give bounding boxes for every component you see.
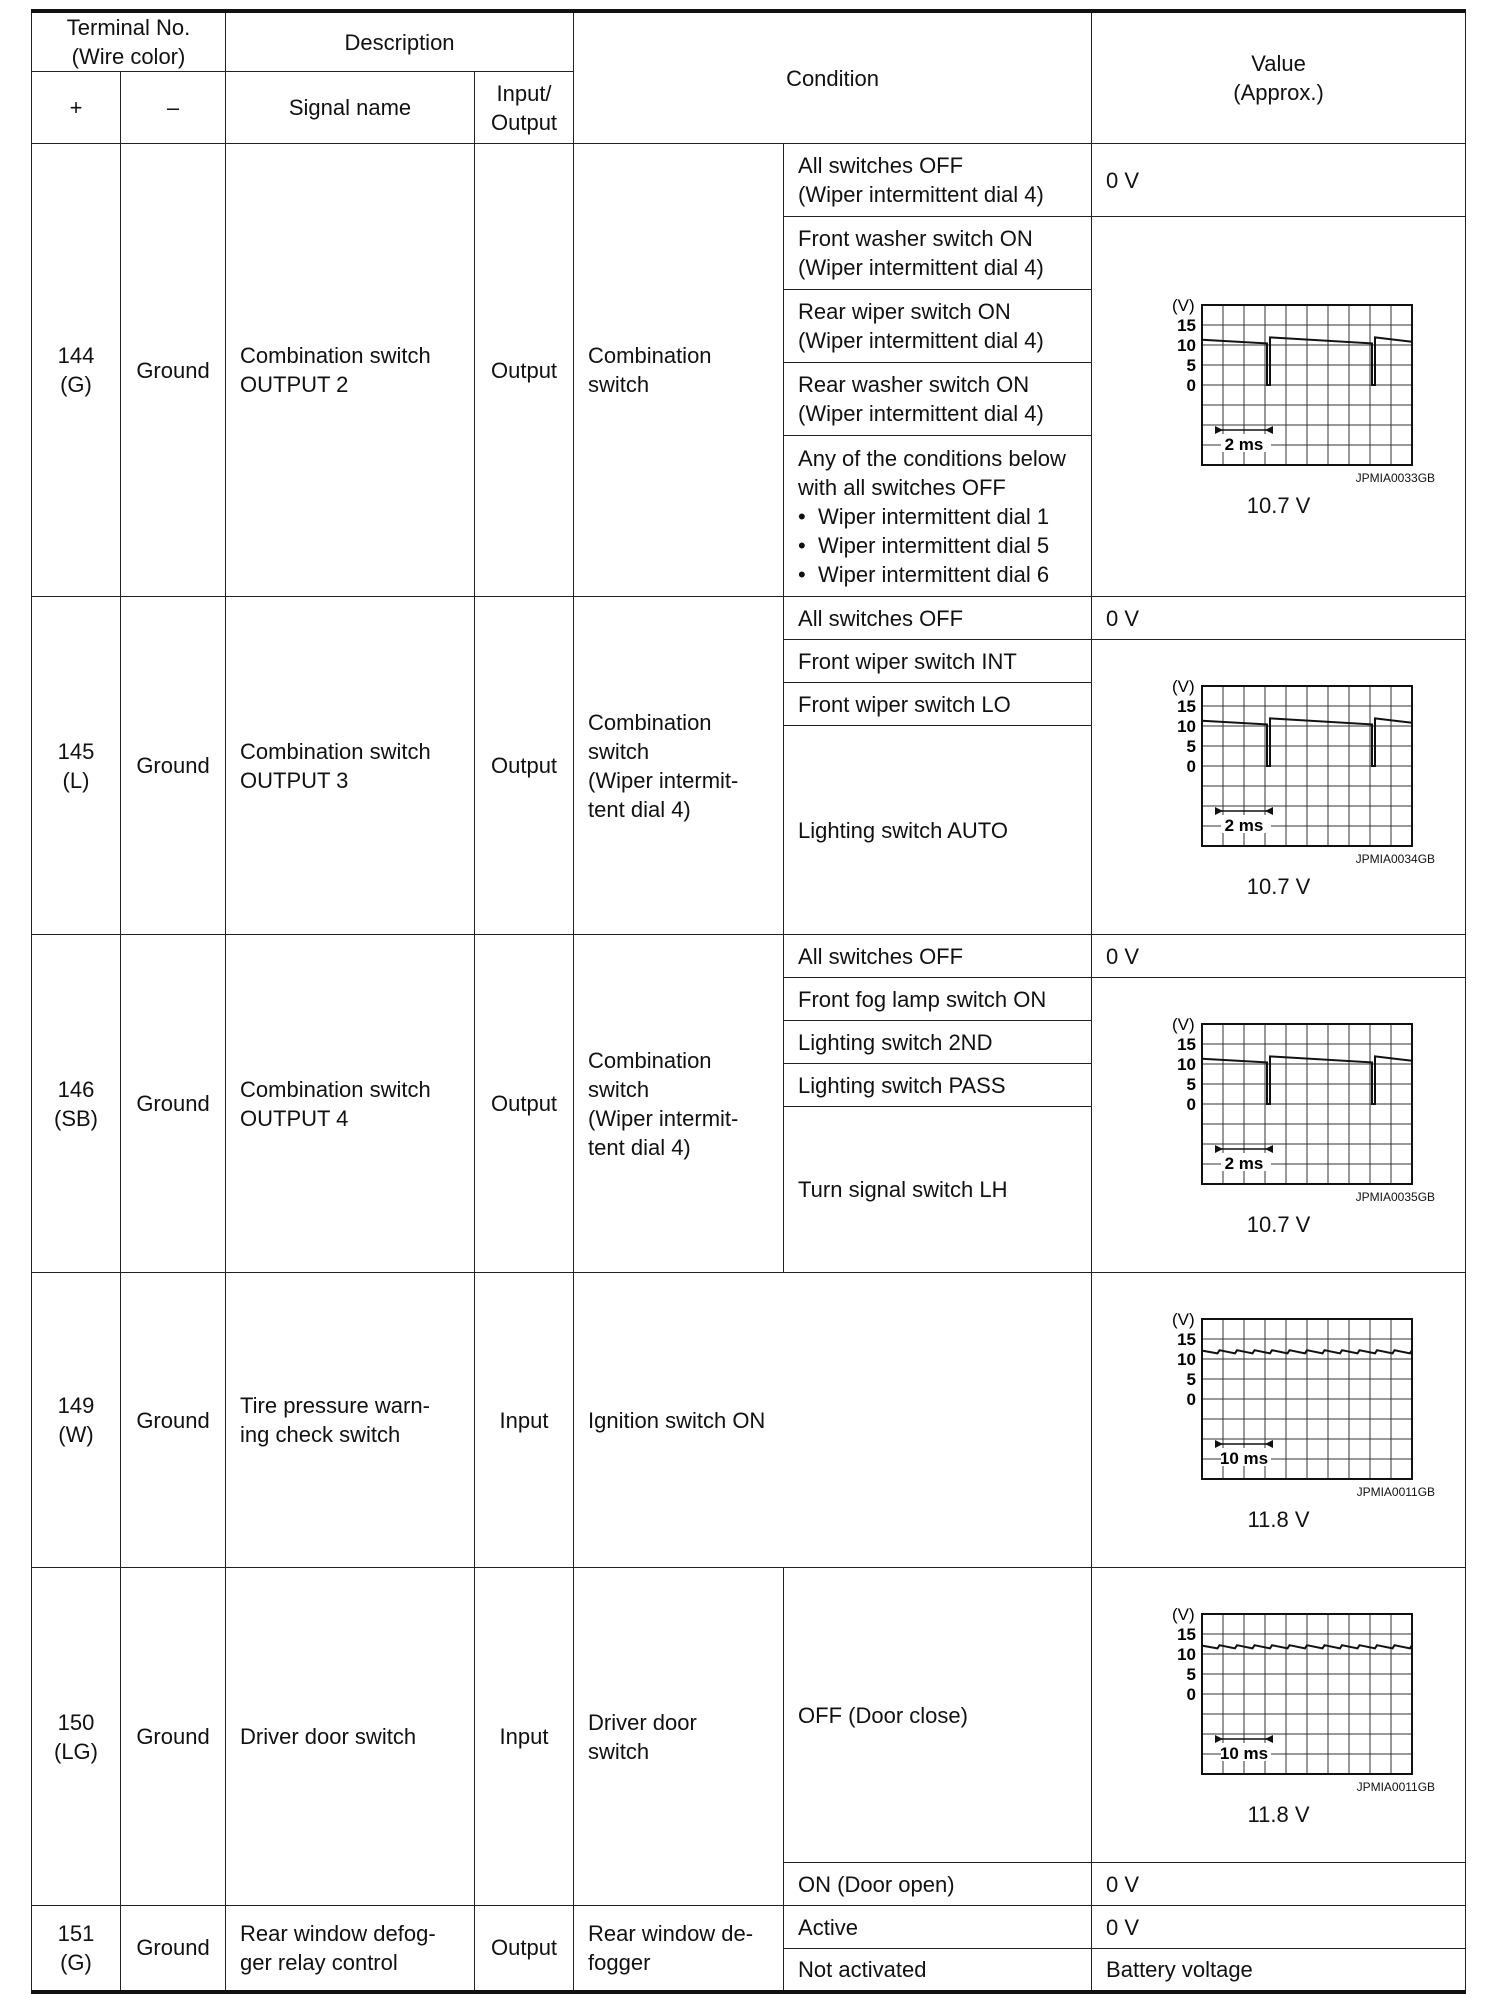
waveform-cell — [1092, 1568, 1466, 1863]
bullet-item: • Wiper intermittent dial 1 — [798, 503, 1050, 529]
axis-tick-label: 10 — [1176, 716, 1196, 736]
signal-144: Combination switch OUTPUT 2 — [226, 144, 475, 597]
axis-tick-label: 15 — [1176, 316, 1196, 335]
header-terminal: Terminal No. (Wire color) — [32, 11, 226, 72]
waveform-chart — [1142, 674, 1416, 850]
axis-unit: (V) — [1171, 296, 1195, 315]
axis-tick-label: 15 — [1176, 696, 1196, 716]
figure-code: JPMIA0033GB — [1355, 471, 1436, 485]
axis-tick-label: 0 — [1186, 1684, 1196, 1704]
axis-unit: (V) — [1171, 676, 1195, 696]
value-text: 0 V — [1092, 935, 1466, 978]
figure-code: JPMIA0011GB — [1356, 1484, 1436, 1499]
signal-151: Rear window defog- ger relay control — [226, 1906, 475, 1992]
signal-145: Combination switch OUTPUT 3 — [226, 597, 475, 935]
sub-condition: Turn signal switch LH — [784, 1107, 1092, 1273]
axis-tick-label: 10 — [1176, 1349, 1196, 1369]
figure-code: JPMIA0011GB — [1356, 1779, 1436, 1794]
waveform-chart — [1142, 293, 1416, 469]
period-label: 2 ms — [1224, 435, 1263, 454]
bullet-item: • Wiper intermittent dial 6 — [798, 561, 1050, 587]
header-signal-name: Signal name — [226, 72, 475, 144]
waveform-value: 10.7 V — [1246, 873, 1311, 899]
axis-tick-label: 0 — [1186, 376, 1196, 395]
value-text: Battery voltage — [1092, 1949, 1466, 1992]
header-plus: + — [32, 72, 121, 144]
terminal-151: 151 (G) — [32, 1906, 121, 1992]
waveform-cell — [1092, 978, 1466, 1273]
figure-code: JPMIA0035GB — [1355, 1189, 1436, 1204]
axis-tick-label: 0 — [1186, 1094, 1196, 1114]
sub-condition: Lighting switch AUTO — [784, 726, 1092, 935]
period-label: 10 ms — [1219, 1743, 1268, 1763]
header-io: Input/ Output — [475, 72, 574, 144]
axis-unit: (V) — [1171, 1604, 1195, 1624]
sub-condition: All switches OFF — [784, 935, 1092, 978]
sub-condition: ON (Door open) — [784, 1863, 1092, 1906]
axis-tick-label: 5 — [1186, 1664, 1196, 1684]
waveform-value: 10.7 V — [1246, 493, 1311, 518]
axis-unit: (V) — [1171, 1014, 1195, 1034]
sub-condition: Any of the conditions below with all switches OFF • Wiper intermittent dial 1 • Wiper intermittent dial 5 • Wiper intermittent dial 6 — [784, 436, 1092, 597]
io-149: Input — [475, 1273, 574, 1568]
sub-condition: Front fog lamp switch ON — [784, 978, 1092, 1021]
waveform-chart — [1142, 1602, 1416, 1778]
terminal-150: 150 (LG) — [32, 1568, 121, 1906]
ground-146: Ground — [121, 935, 226, 1273]
condition-151: Rear window de- fogger — [574, 1906, 784, 1992]
waveform-value: 11.8 V — [1247, 1801, 1310, 1827]
condition-150: Driver door switch — [574, 1568, 784, 1906]
terminal-149: 149 (W) — [32, 1273, 121, 1568]
axis-tick-label: 15 — [1176, 1329, 1196, 1349]
axis-unit: (V) — [1171, 1309, 1195, 1329]
io-150: Input — [475, 1568, 574, 1906]
condition-146: Combination switch (Wiper intermit- tent dial 4) — [574, 935, 784, 1273]
period-label: 2 ms — [1224, 1153, 1263, 1173]
sub-condition: Rear wiper switch ON (Wiper intermittent dial 4) — [784, 290, 1092, 363]
sub-condition: Front wiper switch INT — [784, 640, 1092, 683]
sub-condition: Lighting switch PASS — [784, 1064, 1092, 1107]
condition-149: Ignition switch ON — [574, 1273, 1092, 1568]
terminal-144: 144 (G) — [32, 144, 121, 597]
sub-condition: Active — [784, 1906, 1092, 1949]
terminal-146: 146 (SB) — [32, 935, 121, 1273]
value-text: 0 V — [1092, 144, 1466, 217]
axis-tick-label: 10 — [1176, 1054, 1196, 1074]
condition-145: Combination switch (Wiper intermit- tent dial 4) — [574, 597, 784, 935]
header-minus: – — [121, 72, 226, 144]
io-151: Output — [475, 1906, 574, 1992]
io-144: Output — [475, 144, 574, 597]
terminal-table — [31, 9, 1466, 1994]
sub-condition: All switches OFF (Wiper intermittent dial 4) — [784, 144, 1092, 217]
bullet-item: • Wiper intermittent dial 5 — [798, 532, 1050, 558]
sub-condition: Lighting switch 2ND — [784, 1021, 1092, 1064]
figure-code: JPMIA0034GB — [1355, 851, 1436, 866]
value-text: 0 V — [1092, 1906, 1466, 1949]
axis-tick-label: 0 — [1186, 1389, 1196, 1409]
waveform-chart — [1142, 1307, 1416, 1483]
terminal-145: 145 (L) — [32, 597, 121, 935]
header-value: Value (Approx.) — [1092, 11, 1466, 144]
ground-151: Ground — [121, 1906, 226, 1992]
ground-150: Ground — [121, 1568, 226, 1906]
axis-tick-label: 5 — [1186, 1369, 1196, 1389]
sub-condition: Not activated — [784, 1949, 1092, 1992]
signal-150: Driver door switch — [226, 1568, 475, 1906]
waveform-cell — [1092, 1273, 1466, 1568]
signal-149: Tire pressure warn- ing check switch — [226, 1273, 475, 1568]
signal-146: Combination switch OUTPUT 4 — [226, 935, 475, 1273]
sub-condition: Front wiper switch LO — [784, 683, 1092, 726]
ground-144: Ground — [121, 144, 226, 597]
condition-144: Combination switch — [574, 144, 784, 597]
sub-condition: All switches OFF — [784, 597, 1092, 640]
ground-145: Ground — [121, 597, 226, 935]
period-label: 10 ms — [1219, 1448, 1268, 1468]
io-145: Output — [475, 597, 574, 935]
waveform-chart — [1142, 1012, 1416, 1188]
axis-tick-label: 10 — [1176, 1644, 1196, 1664]
sub-condition: Front washer switch ON (Wiper intermittent dial 4) — [784, 217, 1092, 290]
axis-tick-label: 0 — [1186, 756, 1196, 776]
ground-149: Ground — [121, 1273, 226, 1568]
period-label: 2 ms — [1224, 815, 1263, 835]
axis-tick-label: 5 — [1186, 736, 1196, 756]
waveform-value: 10.7 V — [1246, 1211, 1311, 1237]
io-146: Output — [475, 935, 574, 1273]
value-text: 0 V — [1092, 597, 1466, 640]
sub-condition: Rear washer switch ON (Wiper intermittent dial 4) — [784, 363, 1092, 436]
sub-condition: OFF (Door close) — [784, 1568, 1092, 1863]
value-text: 0 V — [1092, 1863, 1466, 1906]
waveform-value: 11.8 V — [1247, 1506, 1310, 1532]
axis-tick-label: 5 — [1186, 1074, 1196, 1094]
axis-tick-label: 15 — [1176, 1034, 1196, 1054]
axis-tick-label: 10 — [1176, 336, 1196, 355]
axis-tick-label: 5 — [1186, 356, 1196, 375]
header-condition: Condition — [574, 11, 1092, 144]
waveform-cell — [1092, 640, 1466, 935]
waveform-cell — [1092, 217, 1466, 597]
axis-tick-label: 15 — [1176, 1624, 1196, 1644]
header-description: Description — [226, 11, 574, 72]
